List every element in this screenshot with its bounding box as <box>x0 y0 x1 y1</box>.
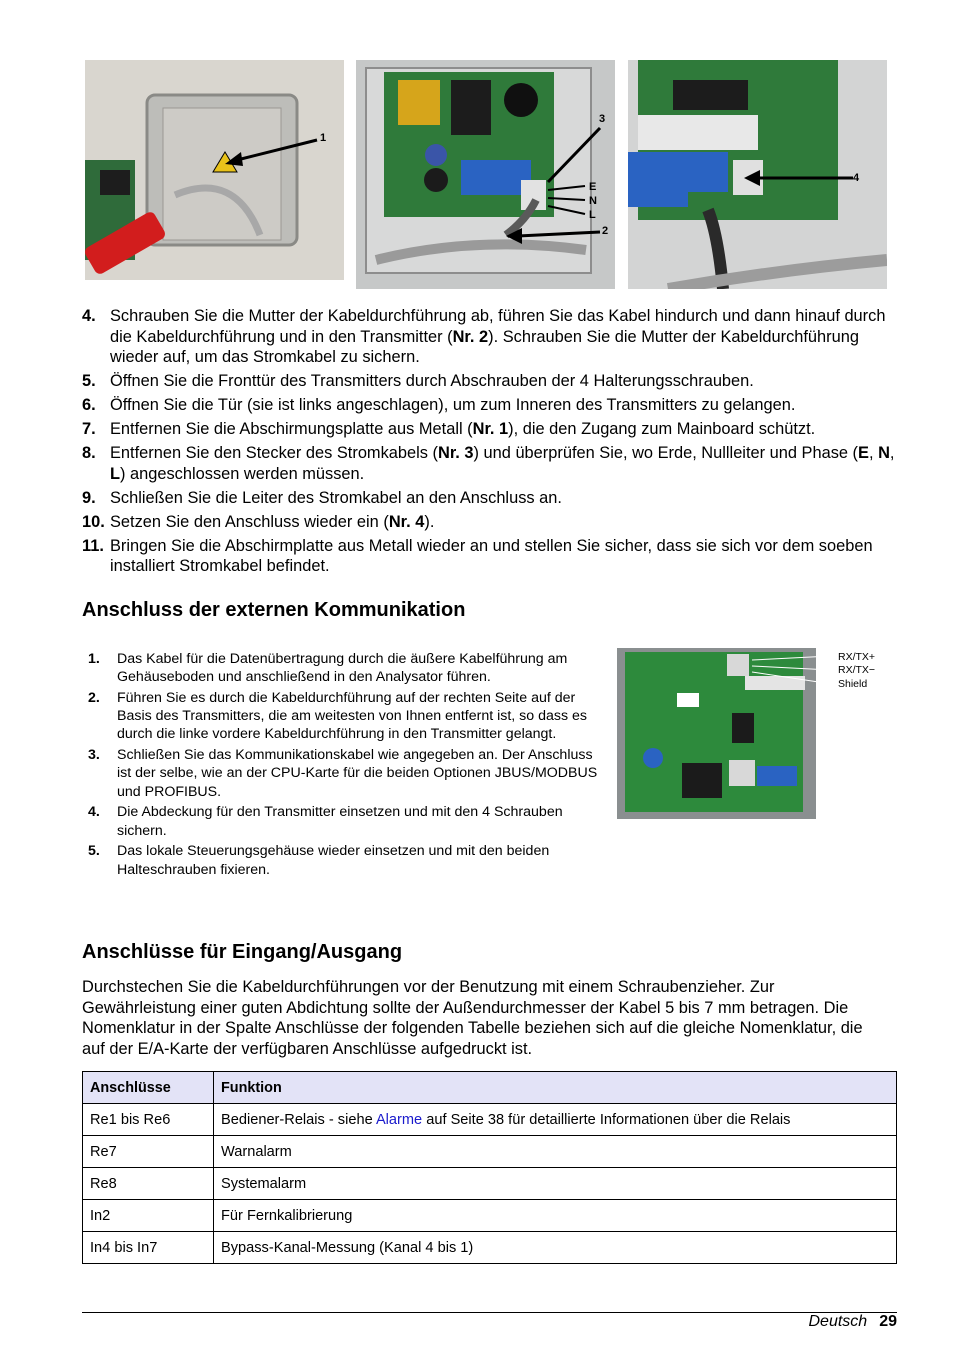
photo-cpu-board <box>617 648 816 819</box>
cell-function <box>214 1104 897 1136</box>
cell-function <box>214 1232 897 1264</box>
cell-connection: Re1 bis Re6 <box>83 1104 214 1136</box>
step-item <box>82 536 898 577</box>
comm-step-text: Die Abdeckung für den Transmitter einsetzen und mit den 4 Schrauben sichern. <box>117 804 563 839</box>
installation-steps <box>82 306 898 580</box>
page-number: 29 <box>879 1313 897 1330</box>
header-function: Funktion <box>214 1072 897 1104</box>
step-text-part: Öffnen Sie die Fronttür des Transmitters durch Abschrauben der 4 Halterungsschrauben. <box>110 372 754 390</box>
step-text <box>110 443 898 484</box>
cell-function <box>214 1136 897 1168</box>
callout-4: 4 <box>853 172 860 184</box>
photo-reinsert-connector-image <box>628 60 887 289</box>
table-row <box>83 1168 897 1200</box>
callout-e: E <box>589 181 597 193</box>
step-number: 9. <box>82 488 96 507</box>
alarme-link[interactable]: Alarme <box>375 1111 423 1128</box>
step-item <box>82 419 898 440</box>
comm-step-number: 1. <box>88 651 100 667</box>
step-number: 10. <box>82 512 105 531</box>
step-reference: Nr. 3 <box>437 444 474 462</box>
step-text-part: Entfernen Sie den Stecker des Stromkabels ( <box>110 444 438 462</box>
function-text: Bediener-Relais - siehe <box>221 1111 376 1128</box>
step-item <box>82 488 898 509</box>
photo-reinsert-connector <box>628 60 887 289</box>
function-text: Bypass-Kanal-Messung (Kanal 4 bis 1) <box>221 1239 474 1256</box>
cell-function <box>214 1168 897 1200</box>
step-text-part: ), die den Zugang zum Mainboard schützt. <box>508 420 816 438</box>
photo-power-connector-image <box>356 60 615 289</box>
callout-3: 3 <box>599 113 606 125</box>
step-text <box>110 512 898 533</box>
callout-2: 2 <box>602 225 609 237</box>
step-text-part: Entfernen Sie die Abschirmungsplatte aus Metall ( <box>110 420 473 438</box>
step-text-part: Bringen Sie die Abschirmplatte aus Metall wieder an und stellen Sie sicher, dass sie sich vor dem soeben installiert Stromkabel befindet. <box>110 536 873 575</box>
step-text <box>110 371 898 392</box>
step-text-part: , <box>889 444 895 462</box>
step-reference: E <box>858 444 869 462</box>
step-number: 5. <box>82 372 96 390</box>
step-text <box>110 306 898 368</box>
comm-step-text: Das Kabel für die Datenübertragung durch die äußere Kabelführung am Gehäuseboden und anschließend in den Analysator führen. <box>117 651 568 686</box>
step-reference: N <box>878 444 890 462</box>
step-text <box>110 419 898 440</box>
photo-power-connector <box>356 60 615 289</box>
footer-language: Deutsch <box>808 1313 868 1330</box>
table-row <box>83 1104 897 1136</box>
table-row <box>83 1232 897 1264</box>
table-header-row <box>83 1072 897 1104</box>
comm-step-item <box>88 650 603 686</box>
step-item <box>82 443 898 484</box>
step-text-part: ). <box>424 512 435 531</box>
comm-step-number: 3. <box>88 747 100 764</box>
step-item <box>82 371 898 392</box>
step-text <box>110 395 898 416</box>
comm-step-number: 2. <box>88 690 100 706</box>
comm-step-item <box>88 746 603 801</box>
step-number: 11. <box>82 536 104 555</box>
header-connections: Anschlüsse <box>83 1072 214 1104</box>
step-reference: Nr. 1 <box>472 420 509 438</box>
step-text-part: Schließen Sie die Leiter des Stromkabel an den Anschluss an. <box>110 488 562 507</box>
comm-step-number: 5. <box>88 843 100 860</box>
cell-connection: Re7 <box>83 1136 214 1168</box>
step-text-part: ) und überprüfen Sie, wo Erde, Nullleiter und Phase ( <box>473 444 859 462</box>
step-number: 6. <box>82 396 96 414</box>
step-item <box>82 512 898 533</box>
comm-step-number: 4. <box>88 804 100 821</box>
function-text: Systemalarm <box>221 1175 307 1192</box>
label-rx-tx-plus: RX/TX+ <box>838 651 876 663</box>
step-item <box>82 395 898 416</box>
function-text: Für Fernkalibrierung <box>221 1207 353 1224</box>
label-shield: Shield <box>838 678 868 690</box>
cell-connection: Re8 <box>83 1168 214 1200</box>
cell-connection: In2 <box>83 1200 214 1232</box>
step-reference: L <box>110 464 121 483</box>
step-text <box>110 488 898 509</box>
callout-l: L <box>589 209 596 221</box>
step-reference: Nr. 4 <box>388 512 425 531</box>
step-number: 4. <box>82 307 96 325</box>
comm-step-item <box>88 842 603 878</box>
step-text-part: Öffnen Sie die Tür (sie ist links angeschlagen), um zum Inneren des Transmitters zu gelangen. <box>110 396 796 414</box>
step-item <box>82 306 898 368</box>
function-text-after: auf Seite 38 für detaillierte Informationen über die Relais <box>422 1111 791 1128</box>
photo-cpu-board-image <box>617 648 816 819</box>
step-reference: Nr. 2 <box>452 327 489 346</box>
table-row <box>83 1136 897 1168</box>
cell-function <box>214 1200 897 1232</box>
step-text-part: , <box>868 444 879 462</box>
step-text-part: Setzen Sie den Anschluss wieder ein ( <box>110 512 389 531</box>
cell-connection: In4 bis In7 <box>83 1232 214 1264</box>
function-text: Warnalarm <box>221 1143 292 1160</box>
callout-n: N <box>589 195 597 207</box>
step-text-part: Schrauben Sie die Mutter der Kabeldurchführung ab, führen Sie das Kabel hindurch und dann hinauf durch die Kabeldurchführung und in den Transmitter ( <box>110 307 886 346</box>
io-paragraph: Durchstechen Sie die Kabeldurchführungen vor der Benutzung mit einem Schraubenzieher. Zur Gewährleistung einer guten Abdichtung sollte der Außendurchmesser der Kabel 5 bis 7 mm betragen. Die Nomenklatur in der Spalte Anschlüsse der folgenden Tabelle beziehen sich auf die gleiche Nomenklatur, die auf der E/A-Karte der verfügbaren Anschlüsse aufgedruckt ist. <box>82 978 863 1058</box>
photo-shield-plate <box>85 60 344 280</box>
heading-input-output: Anschlüsse für Eingang/Ausgang <box>82 941 403 963</box>
comm-step-item <box>88 803 603 839</box>
step-number: 7. <box>82 420 96 438</box>
heading-external-communication: Anschluss der externen Kommunikation <box>82 599 466 621</box>
io-table <box>82 1071 897 1264</box>
step-text <box>110 536 898 577</box>
footer-rule <box>82 1312 897 1313</box>
step-text-part: ). Schrauben Sie die Mutter der Kabeldurchführung wieder auf, um das Stromkabel zu sichern. <box>110 327 859 366</box>
step-number: 8. <box>82 444 96 462</box>
callout-1: 1 <box>320 132 327 144</box>
label-rx-tx-minus: RX/TX− <box>838 664 876 676</box>
step-text-part: ) angeschlossen werden müssen. <box>120 464 365 483</box>
comm-step-text: Führen Sie es durch die Kabeldurchführung auf der rechten Seite auf der Basis des Transmitters, die am weitesten von Ihnen entfernt ist, so dass es durch die linke vordere Kabeldurchführung in den Transmitter gelangt. <box>117 690 587 743</box>
table-row <box>83 1200 897 1232</box>
comm-step-item <box>88 689 603 744</box>
footer <box>809 1313 898 1331</box>
comm-step-text: Das lokale Steuerungsgehäuse wieder einsetzen und mit den beiden Halteschrauben fixieren. <box>117 843 550 878</box>
communication-steps <box>88 650 603 881</box>
comm-step-text: Schließen Sie das Kommunikationskabel wie angegeben an. Der Anschluss ist der selbe, wie an der CPU-Karte für die beiden Optionen JBUS/MODBUS und PROFIBUS. <box>117 747 598 800</box>
photo-shield-plate-image <box>85 60 344 280</box>
